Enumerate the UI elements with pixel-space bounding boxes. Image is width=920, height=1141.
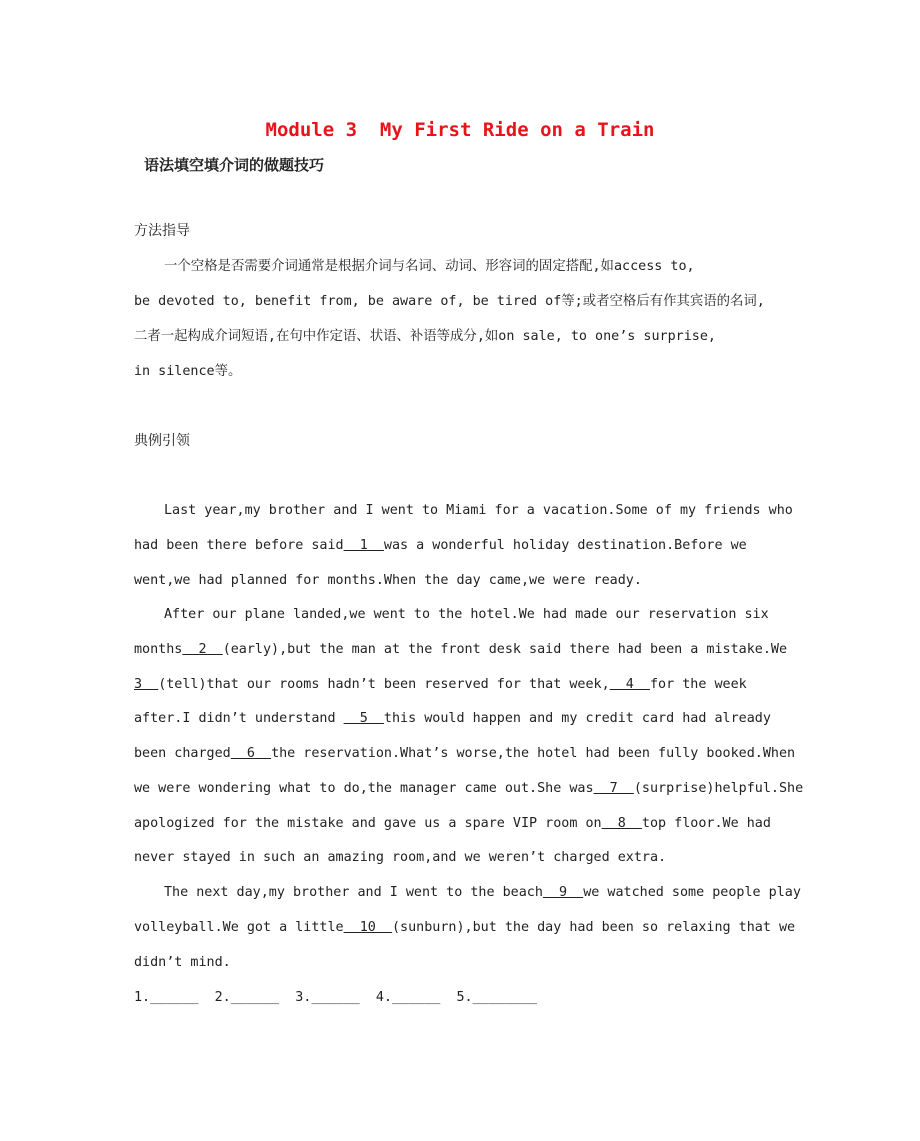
method-heading: 方法指导 <box>134 223 190 239</box>
passage-text: (early),but the man at the front desk said there had been a mistake.We <box>222 642 788 657</box>
blank-4: 4 <box>609 677 650 692</box>
blank-3: 3 <box>134 677 159 692</box>
passage-text: apologized for the mistake and gave us a spare VIP room on <box>134 816 602 831</box>
passage-text: was a wonderful holiday destination.Before we <box>383 538 747 553</box>
passage-line-3: went,we had planned for months.When the day came,we were ready. <box>134 573 642 588</box>
passage-line-7 <box>134 708 771 730</box>
passage-line-9 <box>134 778 803 800</box>
passage-text: we were wondering what to do,the manager came out.She was <box>134 781 594 796</box>
blank-1: 1 <box>343 538 384 553</box>
passage-line-4: After our plane landed,we went to the hotel.We had made our reservation six <box>164 607 769 622</box>
passage-line-8 <box>134 743 795 765</box>
passage-line-1: Last year,my brother and I went to Miami for a vacation.Some of my friends who <box>164 503 793 518</box>
passage-line-10 <box>134 813 771 835</box>
passage-line-14: didn’t mind. <box>134 955 231 970</box>
passage-text: months <box>134 642 183 657</box>
passage-text: after.I didn’t understand <box>134 711 344 726</box>
passage-text: been charged <box>134 746 231 761</box>
method-line-2: be devoted to, benefit from, be aware of, be tired of等;或者空格后有作其宾语的名词, <box>134 294 765 309</box>
blank-6: 6 <box>230 746 272 761</box>
blank-10: 10 <box>343 920 392 935</box>
blank-9: 9 <box>542 885 584 900</box>
passage-text: for the week <box>649 677 747 692</box>
passage-text: (sunburn),but the day had been so relaxing that we <box>391 920 796 935</box>
passage-text: had been there before said <box>134 538 344 553</box>
passage-line-13 <box>134 917 795 939</box>
blank-7: 7 <box>593 781 634 796</box>
method-line-4: in silence等。 <box>134 364 242 379</box>
passage-line-5 <box>134 639 787 661</box>
passage-text: we watched some people play <box>583 885 801 900</box>
page-title: Module 3 My First Ride on a Train <box>265 119 655 141</box>
passage-text: volleyball.We got a little <box>134 920 344 935</box>
answer-line: 1.______ 2.______ 3.______ 4.______ 5.________ <box>134 990 538 1005</box>
passage-text: the reservation.What’s worse,the hotel had been fully booked.When <box>271 746 796 761</box>
example-heading: 典例引领 <box>134 433 190 449</box>
passage-text: (surprise)helpful.She <box>633 781 804 796</box>
passage-line-6 <box>134 674 747 696</box>
blank-8: 8 <box>601 816 642 831</box>
method-line-1: 一个空格是否需要介词通常是根据介词与名词、动词、形容词的固定搭配,如access to, <box>164 259 695 274</box>
passage-text: this would happen and my credit card had already <box>383 711 771 726</box>
blank-5: 5 <box>343 711 384 726</box>
blank-2: 2 <box>182 642 223 657</box>
method-line-3: 二者一起构成介词短语,在句中作定语、状语、补语等成分,如on sale, to one’s surprise, <box>134 329 716 344</box>
passage-text: (tell)that our rooms hadn’t been reserved for that week, <box>158 677 610 692</box>
passage-line-2 <box>134 535 747 557</box>
passage-text: top floor.We had <box>641 816 771 831</box>
passage-text: The next day,my brother and I went to the beach <box>164 885 543 900</box>
passage-line-12 <box>164 882 801 904</box>
passage-line-11: never stayed in such an amazing room,and we weren’t charged extra. <box>134 850 667 865</box>
subtitle: 语法填空填介词的做题技巧 <box>144 156 325 174</box>
